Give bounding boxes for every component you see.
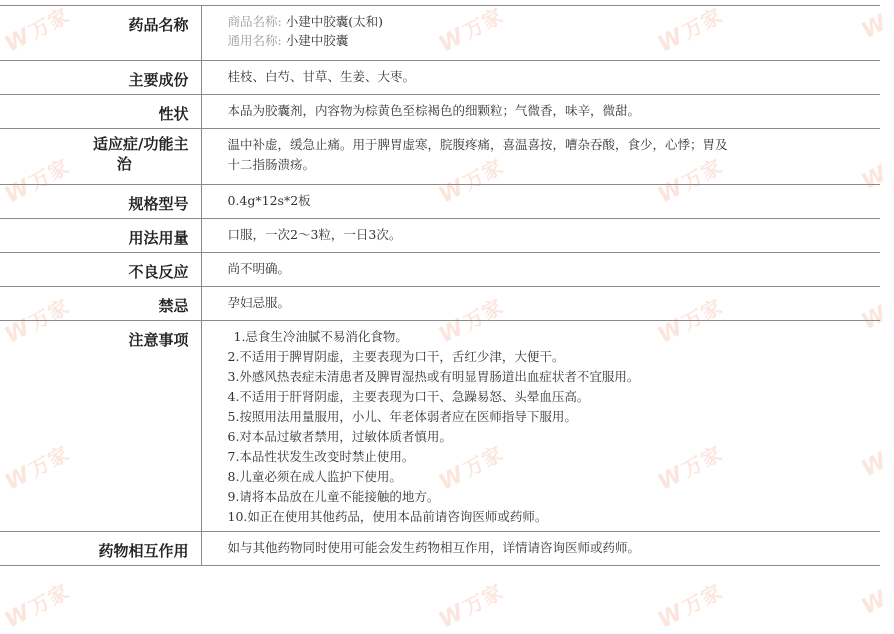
row-value: 如与其他药物同时使用可能会发生药物相互作用，详情请咨询医师或药师。: [201, 532, 880, 566]
watermark: W万家: [1, 578, 74, 634]
row-label: 药物相互作用: [0, 532, 201, 566]
watermark: W: [857, 585, 892, 620]
precaution-item: 4.不适用于肝肾阴虚，主要表现为口干、急躁易怒、头晕血压高。: [227, 389, 590, 404]
watermark: W: [857, 300, 892, 335]
row-precautions: [0, 321, 880, 532]
row-label: 禁忌: [0, 287, 201, 321]
row-label: 规格型号: [0, 185, 201, 219]
precaution-item: 7.本品性状发生改变时禁止使用。: [227, 449, 415, 464]
precaution-item: 3.外感风热表症未清患者及脾胃湿热或有明显胃肠道出血症状者不宜服用。: [227, 369, 640, 384]
row-value: 0.4g*12s*2板: [201, 185, 880, 219]
watermark: W万家: [435, 440, 508, 496]
trade-name-line: [228, 12, 881, 31]
watermark: W万家: [1, 440, 74, 496]
row-label: 主要成份: [0, 61, 201, 95]
value-line: 十二指肠溃疡。: [227, 157, 316, 172]
row-label: 注意事项: [0, 321, 201, 532]
watermark: W万家: [1, 153, 74, 209]
row-value: 口服，一次2～3粒，一日3次。: [201, 219, 880, 253]
trade-name-value: 小建中胶囊(太和): [285, 14, 383, 29]
watermark: W: [857, 160, 892, 195]
watermark: W万家: [435, 293, 508, 349]
row-label: [0, 129, 201, 185]
watermark: W万家: [654, 440, 727, 496]
row-value: [201, 321, 880, 532]
watermark: W: [857, 9, 892, 44]
generic-name-line: [228, 31, 881, 50]
precaution-item: 10.如正在使用其他药品，使用本品前请咨询医师或药师。: [227, 509, 548, 524]
watermark: W万家: [1, 293, 74, 349]
watermark: W万家: [654, 578, 727, 634]
precaution-item: 6.对本品过敏者禁用，过敏体质者慎用。: [227, 429, 452, 444]
value-line: 温中补虚，缓急止痛。用于脾胃虚寒，脘腹疼痛，喜温喜按，嘈杂吞酸，食少，心悸；胃及: [227, 137, 728, 152]
label-line: 适应症/功能主: [93, 135, 189, 153]
row-value: [201, 6, 880, 61]
row-indication: [0, 129, 880, 185]
drug-info-table: [0, 5, 880, 566]
precaution-item: 1.忌食生冷油腻不易消化食物。: [233, 329, 408, 344]
row-value: [201, 129, 880, 185]
generic-name-key: 通用名称:: [227, 33, 282, 48]
row-label: 性状: [0, 95, 201, 129]
watermark: W万家: [435, 2, 508, 58]
precaution-item: 9.请将本品放在儿童不能接触的地方。: [227, 489, 440, 504]
precaution-item: 2.不适用于脾胃阴虚，主要表现为口干，舌红少津，大便干。: [227, 349, 565, 364]
watermark: W万家: [654, 2, 727, 58]
watermark: W万家: [435, 578, 508, 634]
row-character: [0, 95, 880, 129]
watermark: W万家: [1, 2, 74, 58]
trade-name-key: 商品名称:: [227, 14, 282, 29]
row-drug-name: [0, 6, 880, 61]
row-usage: [0, 219, 880, 253]
watermark: W万家: [654, 293, 727, 349]
row-value: 桂枝、白芍、甘草、生姜、大枣。: [201, 61, 880, 95]
row-value: 本品为胶囊剂，内容物为棕黄色至棕褐色的细颗粒；气微香，味辛，微甜。: [201, 95, 880, 129]
precaution-item: 8.儿童必须在成人监护下使用。: [227, 469, 402, 484]
row-composition: [0, 61, 880, 95]
row-value: 孕妇忌服。: [201, 287, 880, 321]
label-line: 治: [116, 155, 132, 173]
watermark: W万家: [654, 153, 727, 209]
watermark: W万家: [435, 153, 508, 209]
row-label: 用法用量: [0, 219, 201, 253]
precaution-item: 5.按照用法用量服用，小儿、年老体弱者应在医师指导下服用。: [227, 409, 577, 424]
row-specification: [0, 185, 880, 219]
row-drug-interactions: [0, 532, 880, 566]
row-contraindications: [0, 287, 880, 321]
row-label: 不良反应: [0, 253, 201, 287]
row-adverse-reactions: [0, 253, 880, 287]
row-label: 药品名称: [0, 6, 201, 61]
watermark: W: [857, 447, 892, 482]
row-value: 尚不明确。: [201, 253, 880, 287]
generic-name-value: 小建中胶囊: [285, 33, 349, 48]
